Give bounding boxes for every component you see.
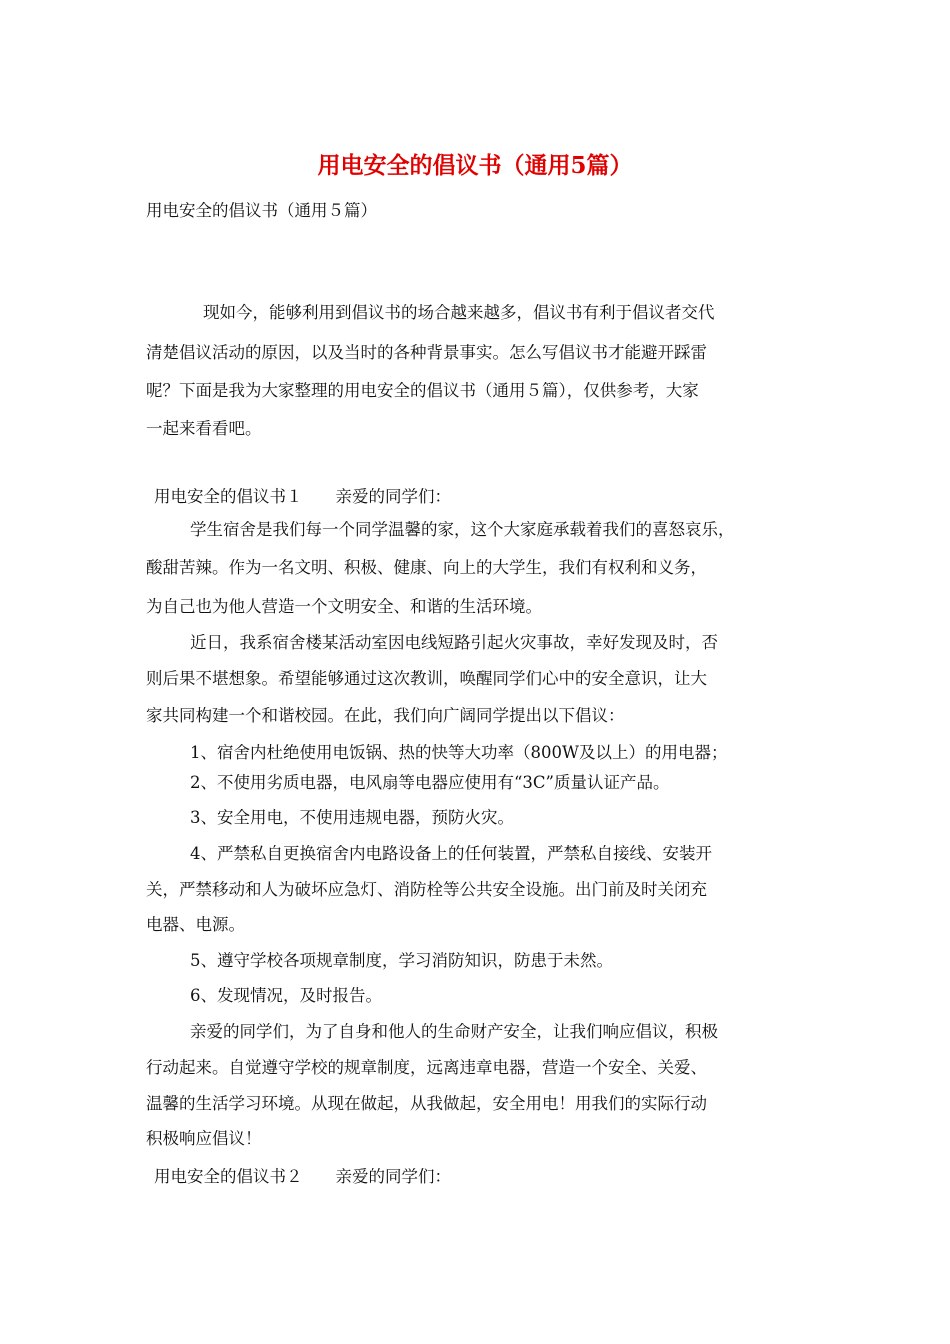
list-item: 关，严禁移动和人为破坏应急灯、消防栓等公共安全设施。出门前及时关闭充 (146, 880, 707, 899)
list-item: 1、宿舍内杜绝使用电饭锅、热的快等大功率（800W及以上）的用电器； (190, 743, 728, 762)
intro-line: 一起来看看吧。 (146, 419, 262, 438)
list-item: 6、发现情况，及时报告。 (190, 986, 382, 1005)
list-item: 4、严禁私自更换宿舍内电路设备上的任何装置，严禁私自接线、安装开 (190, 844, 712, 863)
document-title: 用电安全的倡议书（通用5篇） (317, 152, 633, 179)
paragraph-line: 则后果不堪想象。希望能够通过这次教训，唤醒同学们心中的安全意识，让大 (146, 669, 707, 688)
list-item: 电器、电源。 (146, 915, 245, 934)
paragraph-line: 家共同构建一个和谐校园。在此，我们向广阔同学提出以下倡议： (146, 706, 625, 725)
paragraph-line: 温馨的生活学习环境。从现在做起，从我做起，安全用电！用我们的实际行动 (146, 1094, 707, 1113)
list-item: 2、不使用劣质电器，电风扇等电器应使用有“3C”质量认证产品。 (190, 773, 670, 792)
paragraph-line: 行动起来。自觉遵守学校的规章制度，远离违章电器，营造一个安全、关爱、 (146, 1058, 707, 1077)
intro-line: 清楚倡议活动的原因，以及当时的各种背景事实。怎么写倡议书才能避开踩雷 (146, 343, 707, 362)
paragraph-line: 亲爱的同学们，为了自身和他人的生命财产安全，让我们响应倡议，积极 (190, 1022, 718, 1041)
intro-line: 呢？下面是我为大家整理的用电安全的倡议书（通用５篇），仅供参考，大家 (146, 381, 699, 400)
paragraph-line: 为自己也为他人营造一个文明安全、和谐的生活环境。 (146, 597, 542, 616)
paragraph-line: 积极响应倡议！ (146, 1129, 262, 1148)
section-heading: 用电安全的倡议书１ 亲爱的同学们： (154, 487, 451, 506)
intro-line: 现如今，能够利用到倡议书的场合越来越多，倡议书有利于倡议者交代 (203, 303, 715, 322)
paragraph-line: 学生宿舍是我们每一个同学温馨的家，这个大家庭承载着我们的喜怒哀乐， (190, 520, 735, 539)
list-item: 3、安全用电，不使用违规电器，预防火灾。 (190, 808, 514, 827)
section-heading: 用电安全的倡议书２ 亲爱的同学们： (154, 1167, 451, 1186)
list-item: 5、遵守学校各项规章制度，学习消防知识，防患于未然。 (190, 951, 613, 970)
document-subtitle: 用电安全的倡议书（通用５篇） (146, 201, 377, 220)
paragraph-line: 酸甜苦辣。作为一名文明、积极、健康、向上的大学生，我们有权利和义务， (146, 558, 707, 577)
paragraph-line: 近日，我系宿舍楼某活动室因电线短路引起火灾事故，幸好发现及时，否 (190, 633, 718, 652)
